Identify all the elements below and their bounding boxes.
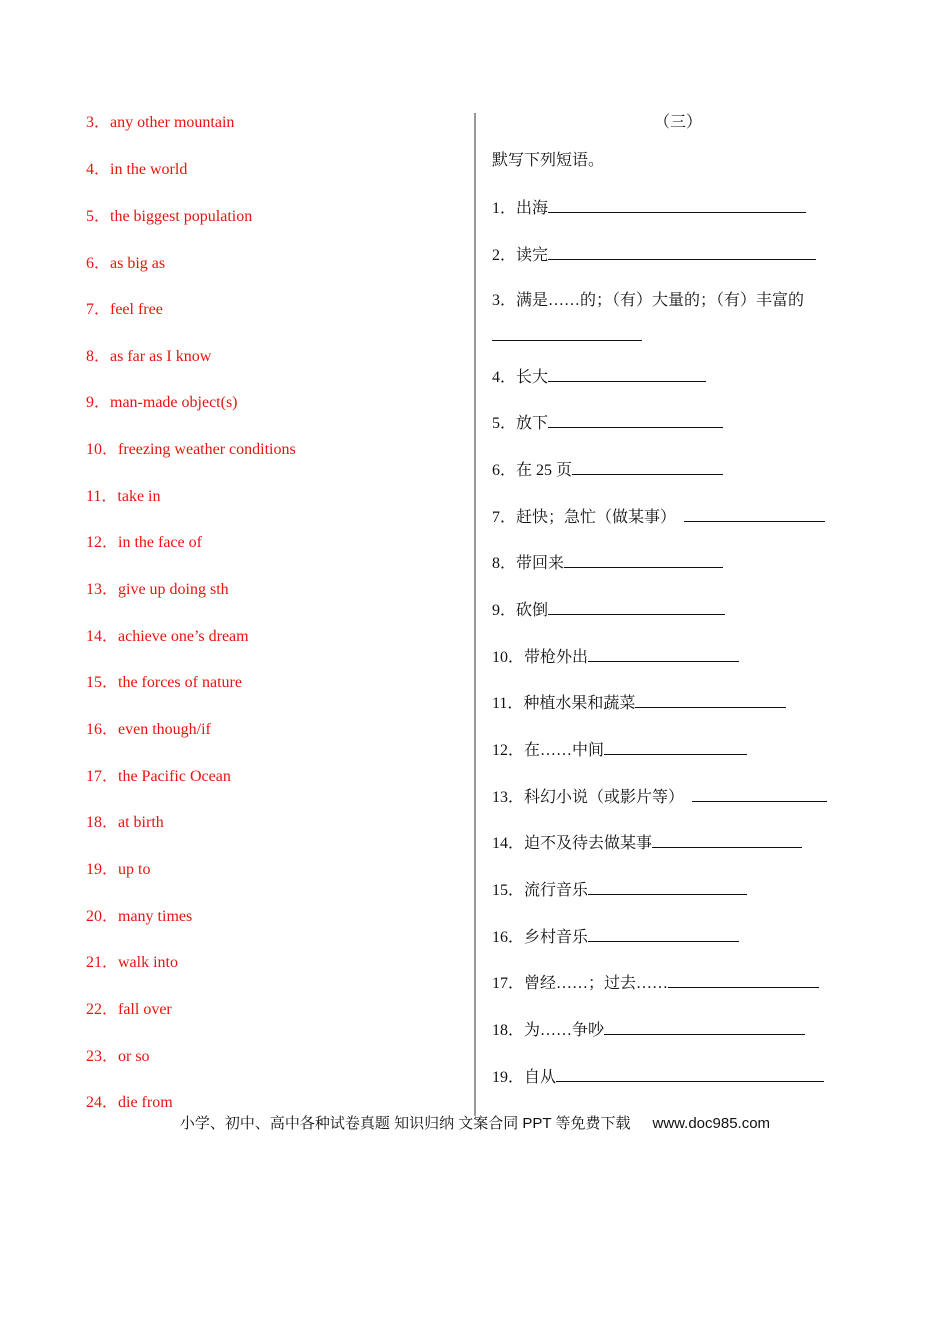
question-item [492, 365, 706, 389]
answer-item: 12．in the face of [86, 534, 202, 551]
answer-blank[interactable] [604, 738, 747, 755]
answer-blank[interactable] [548, 243, 816, 260]
question-text: 14．迫不及待去做某事 [492, 835, 653, 852]
answer-blank[interactable] [588, 645, 739, 662]
question-text: 6．在 25 页 [492, 462, 573, 479]
question-text: 16．乡村音乐 [492, 929, 589, 946]
question-text: 17．曾经……；过去…… [492, 975, 669, 992]
answer-blank[interactable] [668, 971, 819, 988]
answer-item: 9．man-made object(s) [86, 394, 238, 411]
answer-item: 3．any other mountain [86, 114, 235, 131]
answer-item: 21．walk into [86, 954, 178, 971]
answer-item: 5．the biggest population [86, 208, 253, 225]
answer-blank[interactable] [556, 1065, 824, 1082]
answer-item: 11．take in [86, 488, 161, 505]
answer-blank[interactable] [572, 458, 723, 475]
question-item [492, 925, 739, 949]
question-text: 1．出海 [492, 200, 549, 217]
answer-blank[interactable] [548, 196, 806, 213]
question-text: 15．流行音乐 [492, 882, 589, 899]
question-item [492, 878, 747, 902]
answer-blank[interactable] [684, 505, 825, 522]
answer-item: 7．feel free [86, 301, 163, 318]
answer-blank[interactable] [548, 598, 725, 615]
question-text: 3．满是……的；（有）大量的；（有）丰富的 [492, 292, 805, 309]
question-text: 11．种植水果和蔬菜 [492, 695, 636, 712]
question-text: 12．在……中间 [492, 742, 605, 759]
answer-item: 17．the Pacific Ocean [86, 768, 231, 785]
answer-item: 13．give up doing sth [86, 581, 229, 598]
answer-blank[interactable] [588, 878, 747, 895]
footer-text: 小学、初中、高中各种试卷真题 知识归纳 文案合同 PPT 等免费下载 [179, 1115, 631, 1132]
question-text: 5．放下 [492, 415, 549, 432]
answer-item: 18．at birth [86, 814, 164, 831]
answer-item: 20．many times [86, 908, 193, 925]
question-item [492, 551, 723, 575]
question-text: 13．科幻小说（或影片等） [492, 789, 685, 806]
answer-item: 14．achieve one’s dream [86, 628, 249, 645]
question-item [492, 505, 825, 529]
question-item [492, 1018, 805, 1042]
answer-item: 22．fall over [86, 1001, 172, 1018]
answer-item: 16．even though/if [86, 721, 211, 738]
question-item [492, 243, 816, 267]
question-item [492, 785, 827, 809]
question-item [492, 196, 806, 220]
answer-blank[interactable] [604, 1018, 805, 1035]
question-text: 2．读完 [492, 247, 549, 264]
footer-url[interactable]: www.doc985.com [652, 1115, 771, 1132]
question-item [492, 324, 642, 348]
question-text: 9．砍倒 [492, 602, 549, 619]
answer-item: 6．as big as [86, 255, 166, 272]
question-text: 7．赶快；急忙（做某事） [492, 509, 677, 526]
question-item [492, 458, 723, 482]
answer-blank[interactable] [692, 785, 827, 802]
question-text: 8．带回来 [492, 555, 565, 572]
question-text: 10．带枪外出 [492, 649, 589, 666]
question-text: 19．自从 [492, 1069, 557, 1086]
column-divider [474, 113, 476, 1116]
answer-blank[interactable] [635, 691, 786, 708]
section-instruction: 默写下列短语。 [492, 152, 605, 169]
question-item [492, 290, 804, 312]
question-text: 4．长大 [492, 369, 549, 386]
question-item [492, 411, 723, 435]
answer-item: 23．or so [86, 1048, 150, 1065]
answer-blank[interactable] [588, 925, 739, 942]
question-item [492, 598, 725, 622]
question-item [492, 831, 802, 855]
page-footer [0, 1113, 950, 1135]
answer-item: 19．up to [86, 861, 151, 878]
answer-blank[interactable] [652, 831, 802, 848]
answer-item: 24．die from [86, 1094, 173, 1111]
question-item [492, 645, 739, 669]
answer-blank[interactable] [548, 411, 723, 428]
answer-item: 8．as far as I know [86, 348, 212, 365]
answer-blank[interactable] [564, 551, 723, 568]
question-text: 18．为……争吵 [492, 1022, 605, 1039]
answer-item: 15．the forces of nature [86, 674, 242, 691]
answer-blank[interactable] [492, 324, 642, 341]
question-item [492, 691, 786, 715]
answer-item: 4．in the world [86, 161, 188, 178]
question-item [492, 1065, 824, 1089]
answer-item: 10．freezing weather conditions [86, 441, 296, 458]
answer-blank[interactable] [548, 365, 706, 382]
question-item [492, 738, 747, 762]
question-item [492, 971, 819, 995]
section-title: （三） [653, 114, 702, 131]
